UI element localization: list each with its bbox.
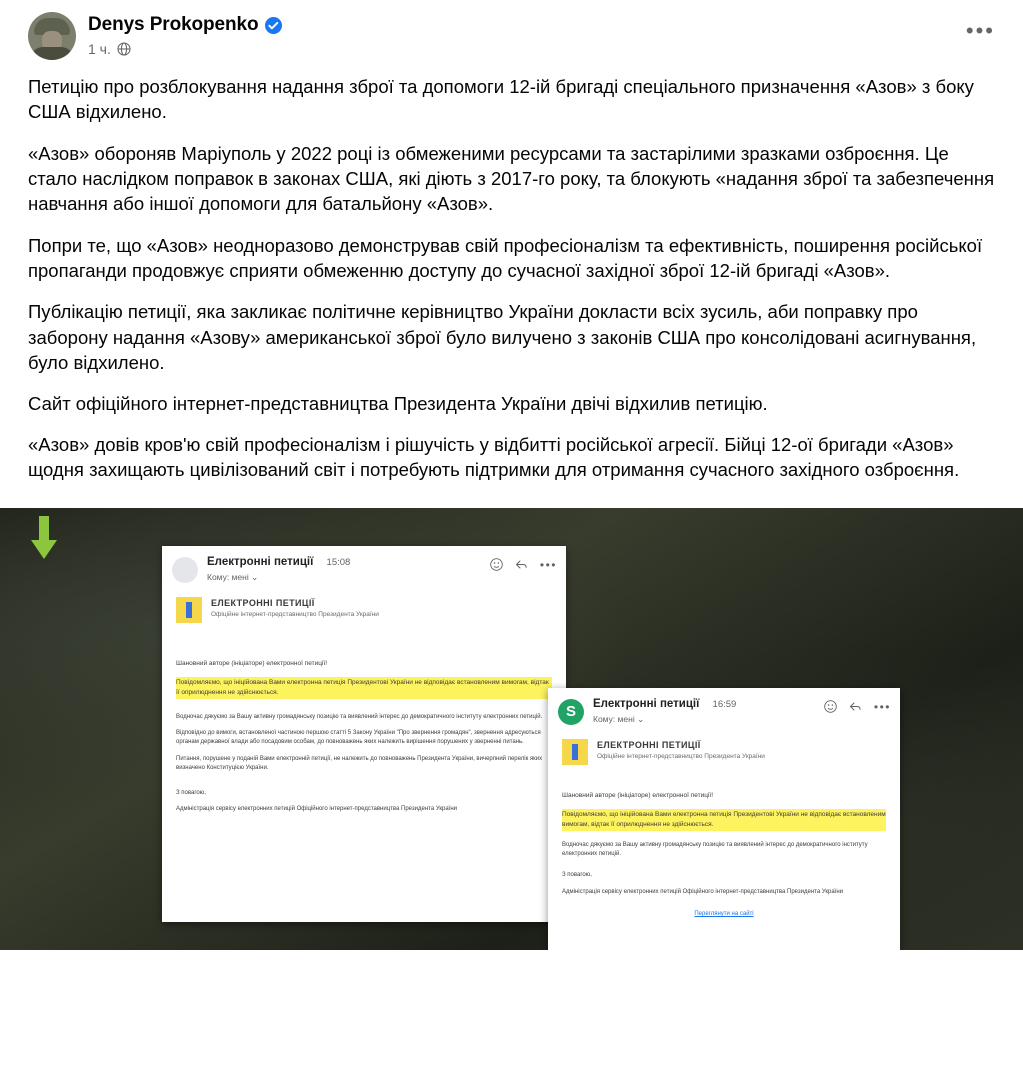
email-org-subtitle: Офіційне інтернет-представництво Президента України <box>211 611 379 619</box>
email-sender-avatar: S <box>558 699 584 725</box>
email-header <box>162 546 566 585</box>
email-org-subtitle: Офіційне інтернет-представництво Президента України <box>597 753 765 761</box>
post-paragraph-4: Публікацію петиції, яка закликає політичне керівництво України докласти всіх зусиль, аби поправку про заборону надання «Азову» американської зброї було вилучено з законів США про консолідовані асигнування, було відхилено. <box>28 301 977 374</box>
email-signature: Адміністрація сервісу електронних петицій Офіційного інтернет-представництва Президента України <box>176 806 457 813</box>
email-org-block <box>548 727 900 765</box>
reply-arrow-icon[interactable] <box>515 558 528 571</box>
email-body-line-1: Водночас дякуємо за Вашу активну громадянську позицію та виявлений інтерес до демократичного інституту електронних петицій. <box>176 713 543 720</box>
ukraine-coat-of-arms-icon <box>176 597 202 623</box>
email-screenshot-first[interactable] <box>162 546 566 922</box>
post-header <box>0 0 1023 64</box>
email-sender-name <box>593 698 736 710</box>
author-row <box>88 14 282 37</box>
email-actions <box>824 700 891 713</box>
reply-arrow-icon[interactable] <box>849 700 862 713</box>
post-text <box>0 64 1023 508</box>
down-arrow-marker-icon <box>30 516 58 560</box>
email-body-line-3: Питання, порушене у поданій Вами електронній петиції, не належить до повноважень Президента України, вичерпний перелік яких визначено Конституцією України. <box>176 755 543 771</box>
email-body-line-1: Водночас дякуємо за Вашу активну громадянську позицію та виявлений інтерес до демократичного інституту електронних петицій. <box>562 841 868 857</box>
email-screenshot-second[interactable] <box>548 688 900 950</box>
email-body <box>548 765 900 926</box>
email-signature: Адміністрація сервісу електронних петицій Офіційного інтернет-представництва Президента України <box>562 888 843 895</box>
email-timestamp: 15:08 <box>326 557 351 569</box>
email-sender-block <box>207 556 350 583</box>
email-sender-block <box>593 698 736 725</box>
post-header-text <box>88 12 282 58</box>
post-meta <box>88 41 282 58</box>
avatar-shoulders-shape <box>30 47 74 60</box>
post-paragraph-5: Сайт офіційного інтернет-представництва Президента України двічі відхилив петицію. <box>28 393 768 415</box>
verified-badge-icon <box>265 17 282 34</box>
email-signoff: З повагою, <box>176 790 206 797</box>
globe-icon[interactable] <box>117 42 131 56</box>
email-sender-label: Електронні петиції <box>207 556 314 569</box>
email-body-line-2: Відповідно до вимоги, встановленої частиною першою статті 5 Закону України "Про звернення громадян", звернення адресуються органам державної влади або посадовим особам, до повноважень яких належить вирішення порушених у зверненні питань. <box>176 729 541 746</box>
emoji-icon[interactable] <box>824 700 837 713</box>
post-paragraph-2: «Азов» обороняв Маріуполь у 2022 році із обмеженими ресурсами та застарілими зразками озброєння. Це стало наслідком поправок в законах США, які діють з 2017-го року, та блокують «надання зброї та забезпечення навчання або іншої допомоги для батальйону «Азов». <box>28 142 995 215</box>
email-org-name: ЕЛЕКТРОННІ ПЕТИЦІЇ <box>597 740 701 751</box>
email-body <box>162 623 566 831</box>
post-timestamp[interactable]: 1 ч. <box>88 40 111 57</box>
email-signoff: З повагою, <box>562 872 592 879</box>
email-highlighted-notice: Повідомляємо, що ініційована Вами електронна петиція Президентові України не відповідає встановленим вимогам, відтак її оприлюднення не здійснюється. <box>562 809 886 831</box>
post-paragraph-1: Петицію про розблокування надання зброї та допомоги 12-ій бригаді спеціального призначення «Азов» з боку США відхилено. <box>28 76 974 123</box>
email-org-text <box>211 597 379 618</box>
email-more-icon[interactable]: ••• <box>539 557 557 572</box>
avatar[interactable] <box>28 12 76 60</box>
email-highlighted-notice: Повідомляємо, що ініційована Вами електронна петиція Президентові України не відповідає встановленим вимогам, відтак її оприлюднення не здійснюється. <box>176 677 552 699</box>
email-greeting: Шановний авторе (ініціаторе) електронної петиції! <box>176 660 328 668</box>
email-actions <box>490 558 557 571</box>
email-greeting: Шановний авторе (ініціаторе) електронної петиції! <box>562 792 714 800</box>
emoji-icon[interactable] <box>490 558 503 571</box>
post-paragraph-3: Попри те, що «Азов» неодноразово демонстрував свій професіоналізм та ефективність, поширення російської пропаганди продовжує сприяти обмеженню доступу до сучасної західної зброї 12-ій бригаді «Азов». <box>28 234 983 282</box>
email-sender-name <box>207 556 350 568</box>
email-recipient[interactable]: Кому: мені ⌄ <box>207 572 259 583</box>
email-header <box>548 688 900 727</box>
email-view-online-link[interactable]: Переглянути на сайті <box>694 910 754 917</box>
post-options-button[interactable]: ••• <box>965 18 995 43</box>
email-sender-avatar <box>172 557 198 583</box>
email-timestamp: 16:59 <box>712 699 737 711</box>
email-recipient[interactable]: Кому: мені ⌄ <box>593 714 645 725</box>
author-name[interactable]: Denys Prokopenko <box>88 14 259 35</box>
post-paragraph-6: «Азов» довів кров'ю свій професіоналізм і рішучість у відбитті російської агресії. Бійці 12-ої бригади «Азов» щодня захищають цивілізований світ і потребують підтримки для отримання сучасного західного озброєння. <box>28 433 960 481</box>
post-image-attachment[interactable] <box>0 508 1023 950</box>
email-org-text <box>597 739 765 760</box>
email-more-icon[interactable]: ••• <box>873 699 891 714</box>
email-org-name: ЕЛЕКТРОННІ ПЕТИЦІЇ <box>211 598 315 609</box>
email-sender-label: Електронні петиції <box>593 698 700 711</box>
email-org-block <box>162 585 566 623</box>
ukraine-coat-of-arms-icon <box>562 739 588 765</box>
